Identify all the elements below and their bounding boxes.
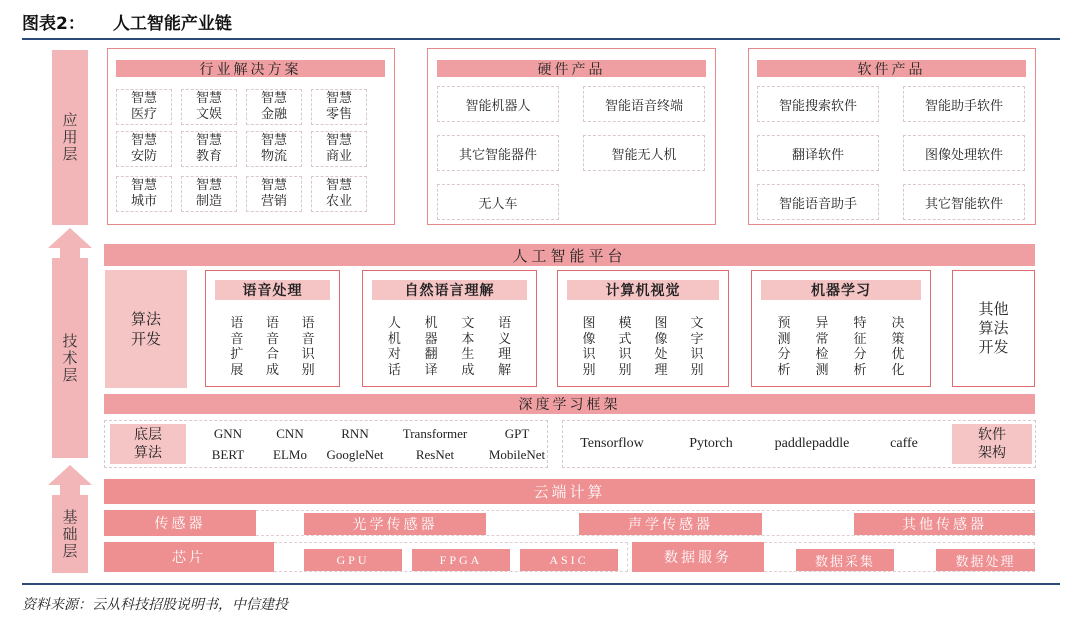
industry-item [116, 131, 172, 167]
other-dev-line1: 其他 [978, 300, 1009, 318]
speech-processing-item-char: 语 [265, 316, 279, 331]
speech-processing-item-char: 扩 [230, 347, 244, 362]
machine-learning-item-char: 析 [777, 362, 791, 378]
deep-learning-framework-bar: 深度学习框架 [104, 394, 1035, 414]
acoustic-sensor-box: 声学传感器 [579, 513, 762, 535]
speech-processing-item [265, 316, 281, 378]
industry-item [116, 89, 172, 125]
base-model-label: RNN [341, 426, 369, 441]
chip-box: 芯片 [104, 542, 274, 572]
base-model-label: MobileNet [488, 447, 546, 462]
base-model-label: Transformer [402, 426, 468, 441]
base-algo-line1: 底层 [134, 427, 162, 443]
hardware-products-header: 硬件产品 [437, 60, 706, 77]
machine-learning-item-char: 征 [853, 331, 867, 347]
other-dev-line2: 算法 [978, 319, 1009, 337]
industry-item [181, 176, 237, 212]
base-model-label: ELMo [273, 447, 307, 462]
machine-learning-item [890, 316, 906, 378]
industry-item-line1: 智慧 [260, 178, 287, 193]
computer-vision-item-char: 字 [690, 331, 704, 347]
industry-item [181, 89, 237, 125]
speech-processing-item-char: 合 [265, 347, 279, 362]
industry-item-line1: 智慧 [260, 91, 287, 106]
top-rule [22, 38, 1060, 40]
nlp-item-char: 成 [461, 362, 475, 378]
layer-label-app-text: 应用层 [60, 112, 79, 163]
figure-title-text: 人工智能产业链 [112, 14, 232, 34]
machine-learning-item-char: 常 [815, 331, 829, 347]
nlp-item-char: 义 [498, 331, 512, 347]
up-arrow-icon [48, 465, 92, 495]
hardware-item: 其它智能器件 [437, 135, 559, 171]
industry-item-line1: 智慧 [130, 133, 157, 148]
algorithm-dev-line2: 开发 [130, 330, 161, 348]
industry-item-line2: 城市 [130, 194, 157, 209]
machine-learning-item-char: 策 [891, 331, 905, 347]
computer-vision-item-char: 识 [690, 347, 704, 362]
nlp-item [497, 316, 513, 378]
bottom-rule [22, 583, 1060, 585]
nlp-item [423, 316, 439, 378]
speech-processing-item-char: 音 [230, 331, 244, 347]
speech-processing-item-char: 别 [301, 362, 315, 378]
industry-item-line2: 零售 [325, 107, 352, 122]
algorithm-dev-line1: 算法 [130, 310, 161, 328]
software-architecture-label [952, 424, 1032, 464]
computer-vision-item-char: 识 [582, 347, 596, 362]
base-model-label: ResNet [415, 447, 455, 462]
framework-label: Tensorflow [580, 436, 644, 451]
computer-vision-item-char: 图 [654, 316, 668, 331]
machine-learning-item-char: 析 [853, 362, 867, 378]
nlp-item-char: 翻 [424, 347, 438, 362]
hardware-item: 无人车 [437, 184, 559, 220]
computer-vision-item [653, 316, 669, 378]
hardware-item: 智能无人机 [583, 135, 705, 171]
optical-sensor-box: 光学传感器 [304, 513, 486, 535]
computer-vision-header: 计算机视觉 [567, 280, 719, 300]
cloud-computing-bar: 云端计算 [104, 479, 1035, 504]
machine-learning-item-char: 决 [891, 316, 905, 331]
industry-item-line2: 教育 [195, 149, 222, 164]
machine-learning-item-char: 异 [815, 316, 829, 331]
industry-item-line2: 医疗 [130, 107, 157, 122]
machine-learning-item-char: 优 [891, 347, 905, 362]
base-algo-line2: 算法 [134, 445, 162, 461]
industry-item-line1: 智慧 [195, 178, 222, 193]
nlp-item-char: 话 [387, 362, 401, 378]
framework-label: Pytorch [689, 436, 733, 451]
industry-item-line1: 智慧 [325, 133, 352, 148]
industry-item [181, 131, 237, 167]
industry-item-line2: 物流 [260, 149, 287, 164]
other-sensor-box: 其他传感器 [854, 513, 1035, 535]
speech-processing-item-char: 音 [301, 331, 315, 347]
nlp-item [460, 316, 476, 378]
computer-vision-item-char: 像 [582, 331, 596, 347]
software-item: 智能语音助手 [757, 184, 879, 220]
industry-item-line1: 智慧 [195, 133, 222, 148]
nlp-item [386, 316, 402, 378]
industry-item-line2: 安防 [130, 149, 157, 164]
speech-processing-item-char: 语 [301, 316, 315, 331]
hardware-item: 智能机器人 [437, 86, 559, 122]
figure-title [22, 9, 232, 34]
industry-item-line1: 智慧 [130, 178, 157, 193]
computer-vision-item-char: 识 [618, 347, 632, 362]
industry-item [246, 131, 302, 167]
base-model-label: GNN [213, 426, 243, 441]
machine-learning-item-char: 特 [853, 316, 867, 331]
computer-vision-item-char: 别 [582, 362, 596, 378]
base-algorithms-label [110, 424, 186, 464]
nlp-item-char: 生 [461, 347, 475, 362]
fpga-box: FPGA [412, 549, 510, 571]
data-service-box: 数据服务 [632, 542, 764, 572]
asic-box: ASIC [520, 549, 618, 571]
nlp-item-char: 理 [498, 347, 512, 362]
computer-vision-item [617, 316, 633, 378]
industry-item-line2: 营销 [260, 194, 287, 209]
nlp-item-char: 器 [424, 331, 438, 347]
framework-label: caffe [890, 436, 918, 451]
industry-item [116, 176, 172, 212]
industry-solutions-header: 行业解决方案 [116, 60, 385, 77]
nlp-item-char: 文 [461, 316, 475, 331]
industry-item-line2: 农业 [325, 194, 352, 209]
software-item: 图像处理软件 [903, 135, 1025, 171]
computer-vision-item-char: 别 [690, 362, 704, 378]
machine-learning-item-char: 检 [815, 347, 829, 362]
sw-arch-line2: 架构 [978, 445, 1006, 461]
speech-processing-header: 语音处理 [215, 280, 330, 300]
industry-item [311, 89, 367, 125]
up-arrow-icon [48, 228, 92, 258]
speech-processing-item [229, 316, 245, 378]
machine-learning-item-char: 预 [777, 316, 791, 331]
machine-learning-item-char: 测 [777, 331, 791, 347]
nlp-item-char: 本 [461, 331, 475, 347]
machine-learning-item-char: 分 [777, 347, 791, 362]
machine-learning-item [852, 316, 868, 378]
sw-arch-line1: 软件 [978, 427, 1006, 443]
computer-vision-item-char: 理 [654, 362, 668, 378]
industry-item-line1: 智慧 [325, 178, 352, 193]
industry-item [311, 131, 367, 167]
speech-processing-item [300, 316, 316, 378]
nlp-item-char: 机 [387, 331, 401, 347]
data-collect-box: 数据采集 [796, 549, 894, 571]
software-item: 智能搜索软件 [757, 86, 879, 122]
software-item: 智能助手软件 [903, 86, 1025, 122]
industry-item [311, 176, 367, 212]
computer-vision-item [581, 316, 597, 378]
computer-vision-item [689, 316, 705, 378]
nlp-item-char: 解 [498, 362, 512, 378]
computer-vision-item-char: 文 [690, 316, 704, 331]
machine-learning-item-char: 分 [853, 347, 867, 362]
speech-processing-item-char: 音 [265, 331, 279, 347]
layer-label-base-text: 基础层 [60, 508, 79, 560]
speech-processing-item-char: 成 [265, 362, 279, 378]
machine-learning-item [776, 316, 792, 378]
computer-vision-item-char: 模 [618, 316, 632, 331]
algorithm-dev-box [105, 270, 187, 388]
base-model-label: CNN [276, 426, 304, 441]
industry-item-line2: 金融 [260, 107, 287, 122]
nlp-item-char: 对 [387, 347, 401, 362]
software-products-header: 软件产品 [757, 60, 1026, 77]
base-model-label: BERT [211, 447, 245, 462]
ai-platform-bar: 人工智能平台 [104, 244, 1035, 266]
speech-processing-item-char: 语 [230, 316, 244, 331]
nlp-header: 自然语言理解 [372, 280, 527, 300]
layer-label-tech [52, 258, 88, 458]
computer-vision-item-char: 处 [654, 347, 668, 362]
base-model-label: GoogleNet [326, 447, 384, 462]
other-dev-line3: 开发 [978, 338, 1009, 356]
sensor-box: 传感器 [104, 510, 256, 536]
machine-learning-item [814, 316, 830, 378]
nlp-item-char: 语 [498, 316, 512, 331]
computer-vision-item-char: 图 [582, 316, 596, 331]
framework-label: paddlepaddle [774, 436, 850, 451]
industry-item [246, 89, 302, 125]
computer-vision-item-char: 别 [618, 362, 632, 378]
industry-item-line1: 智慧 [260, 133, 287, 148]
layer-label-tech-text: 技术层 [60, 332, 79, 384]
industry-item-line2: 制造 [195, 194, 222, 209]
hardware-item: 智能语音终端 [583, 86, 705, 122]
computer-vision-item-char: 像 [654, 331, 668, 347]
source-note: 资料来源：云从科技招股说明书，中信建投 [22, 597, 288, 613]
gpu-box: GPU [304, 549, 402, 571]
layer-label-app [52, 50, 88, 225]
speech-processing-item-char: 识 [301, 347, 315, 362]
machine-learning-header: 机器学习 [761, 280, 921, 300]
nlp-item-char: 译 [424, 362, 438, 378]
computer-vision-item-char: 式 [618, 331, 632, 347]
industry-item-line1: 智慧 [130, 91, 157, 106]
industry-item-line1: 智慧 [195, 91, 222, 106]
industry-item-line2: 文娱 [195, 107, 222, 122]
machine-learning-item-char: 化 [891, 362, 905, 378]
software-item: 其它智能软件 [903, 184, 1025, 220]
layer-label-base [52, 495, 88, 573]
data-process-box: 数据处理 [936, 549, 1035, 571]
industry-item [246, 176, 302, 212]
figure-number: 图表2： [22, 14, 85, 34]
speech-processing-item-char: 展 [230, 362, 244, 378]
nlp-item-char: 机 [424, 316, 438, 331]
nlp-item-char: 人 [387, 316, 401, 331]
industry-item-line2: 商业 [325, 149, 352, 164]
industry-item-line1: 智慧 [325, 91, 352, 106]
other-algorithm-dev-box [952, 270, 1035, 387]
software-item: 翻译软件 [757, 135, 879, 171]
base-model-label: GPT [504, 426, 530, 441]
machine-learning-item-char: 测 [815, 362, 829, 378]
